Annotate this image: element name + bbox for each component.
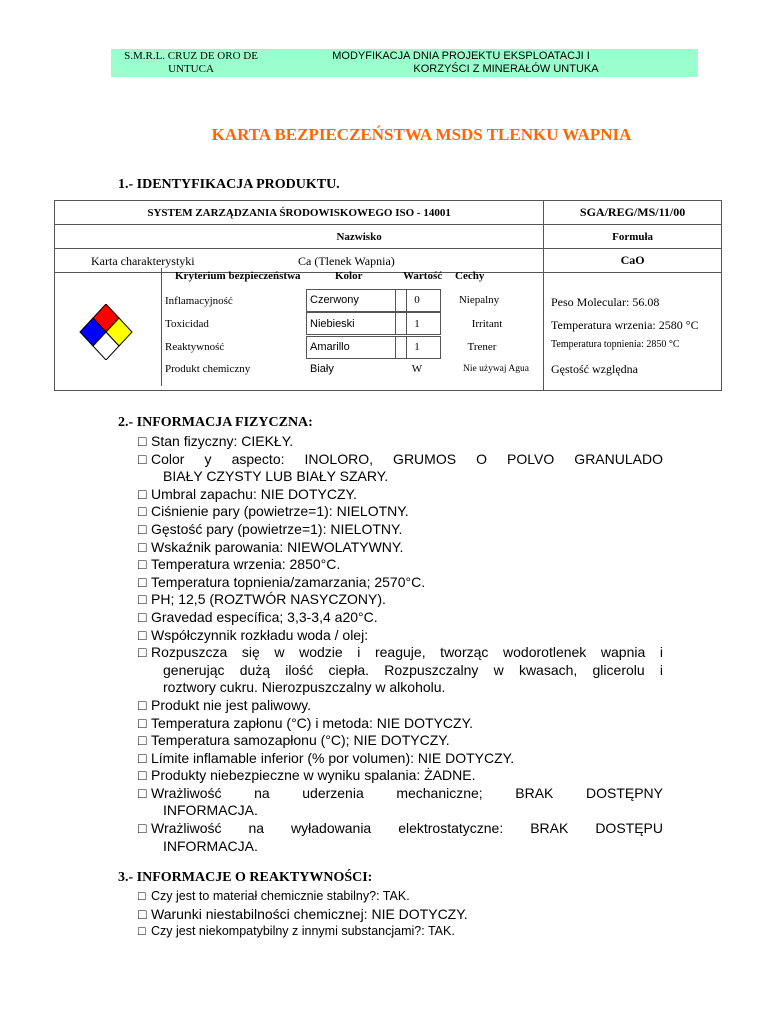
- header-bar: [111, 49, 698, 77]
- criterion-name: Toxicidad: [165, 318, 209, 330]
- document-title: KARTA BEZPIECZEŃSTWA MSDS TLENKU WAPNIA: [211, 125, 632, 144]
- criterion-name: Reaktywność: [165, 341, 225, 353]
- list-item: [138, 888, 663, 906]
- header-right-line: MODYFIKACJA DNIA PROJEKTU EKSPLOATACJI I: [332, 50, 590, 62]
- nfpa-diamond-icon: [74, 304, 138, 360]
- criterion-value: W: [411, 363, 423, 375]
- property-molecular-weight: Peso Molecular: 56.08: [551, 295, 660, 309]
- list-item: [138, 521, 663, 539]
- criteria-header-3: Wartość: [403, 270, 443, 282]
- checkbox-square-icon: □: [138, 503, 147, 520]
- nazwisko-header: Nazwisko: [55, 225, 544, 249]
- list-item-text: Produkt nie jest paliwowy.: [151, 696, 312, 713]
- list-item-text: Umbral zapachu: NIE DOTYCZY.: [151, 485, 357, 502]
- criterion-color: Amarillo: [310, 341, 350, 353]
- list-item: [138, 820, 663, 838]
- substance-name: Ca (Tlenek Wapnia): [298, 254, 395, 268]
- list-item: [138, 556, 663, 574]
- checkbox-square-icon: □: [138, 905, 147, 922]
- list-item-text: Temperatura zapłonu (°C) i metoda: NIE DOTYCZY.: [151, 714, 474, 731]
- section-3-heading: 3.- INFORMACJE O REAKTYWNOŚCI:: [118, 870, 373, 885]
- checkbox-square-icon: □: [138, 573, 147, 590]
- checkbox-square-icon: □: [138, 626, 147, 643]
- checkbox-square-icon: □: [138, 450, 147, 467]
- list-item: [138, 539, 663, 557]
- list-item-text: Produkty niebezpieczne w wyniku spalania: ŻADNE.: [151, 767, 476, 784]
- criterion-feature: Nie używaj Agua: [463, 364, 529, 374]
- list-item: [138, 767, 663, 785]
- checkbox-square-icon: □: [138, 732, 147, 749]
- criterion-color: Czerwony: [310, 294, 359, 306]
- checkbox-square-icon: □: [138, 767, 147, 784]
- header-left-line: S.M.R.L. CRUZ DE ORO DE: [124, 50, 258, 62]
- checkbox-square-icon: □: [138, 556, 147, 573]
- formula-value: CaO: [544, 249, 722, 273]
- section-2-heading: 2.- INFORMACJA FIZYCZNA:: [118, 415, 313, 430]
- checkbox-square-icon: □: [138, 714, 147, 731]
- list-item-text: Ciśnienie pary (powietrze=1): NIELOTNY.: [151, 503, 409, 520]
- checkbox-square-icon: □: [138, 538, 147, 555]
- list-item: [138, 627, 663, 645]
- diamond-divider: [161, 268, 162, 386]
- list-item-continuation: BIAŁY CZYSTY LUB BIAŁY SZARY.: [163, 468, 389, 485]
- list-item-continuation: generując dużą ilość ciepła. Rozpuszczalny w kwasach, glicerolu i: [163, 661, 663, 678]
- list-item: [138, 732, 663, 750]
- header-right: [311, 50, 611, 76]
- list-item: [138, 451, 663, 469]
- property-melting-point: Temperatura topnienia: 2850 °C: [551, 339, 680, 350]
- list-item-continuation: INFORMACJA.: [163, 802, 258, 819]
- list-item-text: Rozpuszcza się w wodzie i reaguje, tworząc wodorotlenek wapnia i: [151, 644, 663, 661]
- criterion-color: Biały: [310, 363, 334, 375]
- list-item-text: Warunki niestabilności chemicznej: NIE DOTYCZY.: [151, 905, 468, 922]
- checkbox-square-icon: □: [138, 924, 146, 939]
- checkbox-square-icon: □: [138, 608, 147, 625]
- checkbox-square-icon: □: [138, 784, 147, 801]
- checkbox-square-icon: □: [138, 591, 147, 608]
- formula-header: Formuła: [544, 225, 722, 249]
- checkbox-square-icon: □: [138, 820, 147, 837]
- doc-code-cell: SGA/REG/MS/11/00: [544, 201, 722, 225]
- list-item-text: Límite inflamable inferior (% por volumen): NIE DOTYCZY.: [151, 749, 515, 766]
- list-item: [138, 644, 663, 662]
- criterion-value: 1: [414, 318, 420, 330]
- list-item: [138, 574, 663, 592]
- property-boiling-point: Temperatura wrzenia: 2580 °C: [551, 318, 699, 332]
- list-item-text: Temperatura wrzenia: 2850°C.: [151, 556, 341, 573]
- list-item-text: Wskaźnik parowania: NIEWOLATYWNY.: [151, 538, 404, 555]
- list-item: [138, 609, 663, 627]
- list-item: [138, 697, 663, 715]
- list-item: [138, 715, 663, 733]
- list-item: [138, 785, 663, 803]
- criterion-name: Produkt chemiczny: [165, 363, 251, 375]
- section-1-heading: 1.- IDENTYFIKACJA PRODUKTU.: [118, 177, 340, 192]
- criteria-header-2: Kolor: [335, 270, 363, 282]
- list-item-text: Wrażliwość na wyładowania elektrostatyczne: BRAK DOSTĘPU: [151, 820, 663, 837]
- list-item-continuation: INFORMACJA.: [163, 837, 258, 854]
- list-item-text: PH; 12,5 (ROZTWÓR NASYCZONY).: [151, 591, 386, 608]
- list-item-continuation: roztwory cukru. Nierozpuszczalny w alkoholu.: [163, 679, 446, 696]
- list-item: [138, 923, 663, 941]
- physical-info-list: [138, 433, 663, 855]
- checkbox-square-icon: □: [138, 644, 147, 661]
- criteria-header-4: Cechy: [455, 270, 485, 282]
- list-item-text: Współczynnik rozkładu woda / olej:: [151, 626, 369, 643]
- iso-cell: SYSTEM ZARZĄDZANIA ŚRODOWISKOWEGO ISO - 14001: [55, 201, 544, 225]
- checkbox-square-icon: □: [138, 433, 147, 449]
- criterion-feature: Trener: [467, 341, 497, 353]
- list-item: [138, 750, 663, 768]
- criterion-feature: Niepalny: [458, 294, 500, 306]
- criteria-header-1: Kryterium bezpieczeństwa: [175, 270, 301, 282]
- checkbox-square-icon: □: [138, 520, 147, 537]
- criterion-feature: Irritant: [471, 318, 503, 330]
- list-item: [138, 433, 663, 451]
- list-item-text: Czy jest niekompatybilny z innymi substancjami?: TAK.: [151, 924, 455, 939]
- checkbox-square-icon: □: [138, 889, 146, 903]
- list-item-text: Temperatura topnienia/zamarzania; 2570°C.: [151, 573, 426, 590]
- list-item: [138, 906, 663, 924]
- list-item-text: Color y aspecto: INOLORO, GRUMOS O POLVO GRANULADO: [151, 450, 663, 467]
- list-item: [138, 591, 663, 609]
- list-item: [138, 503, 663, 521]
- list-item-text: Gravedad específica; 3,3-3,4 a20°C.: [151, 608, 378, 625]
- header-right-line: KORZYŚCI Z MINERAŁÓW UNTUKA: [413, 63, 599, 75]
- criterion-color: Niebieski: [310, 318, 355, 330]
- list-item-text: Stan fizyczny: CIEKŁY.: [151, 433, 294, 449]
- property-relative-density: Gęstość względna: [551, 362, 638, 376]
- header-left-line: UNTUCA: [168, 63, 214, 75]
- criterion-value: 1: [414, 341, 420, 353]
- list-item-text: Temperatura samozapłonu (°C); NIE DOTYCZY.: [151, 732, 450, 749]
- checkbox-square-icon: □: [138, 696, 147, 713]
- list-item: [138, 486, 663, 504]
- reactivity-list: [138, 888, 663, 941]
- criterion-value: 0: [414, 294, 420, 306]
- checkbox-square-icon: □: [138, 485, 147, 502]
- header-left: [111, 50, 271, 76]
- list-item-text: Gęstość pary (powietrze=1): NIELOTNY.: [151, 520, 403, 537]
- criterion-name: Inflamacyjność: [165, 295, 233, 307]
- list-item-text: Czy jest to materiał chemicznie stabilny?: TAK.: [151, 889, 410, 903]
- list-item-text: Wrażliwość na uderzenia mechaniczne; BRAK DOSTĘPNY: [151, 784, 663, 801]
- karta-label: Karta charakterystyki: [91, 254, 195, 268]
- checkbox-square-icon: □: [138, 749, 147, 766]
